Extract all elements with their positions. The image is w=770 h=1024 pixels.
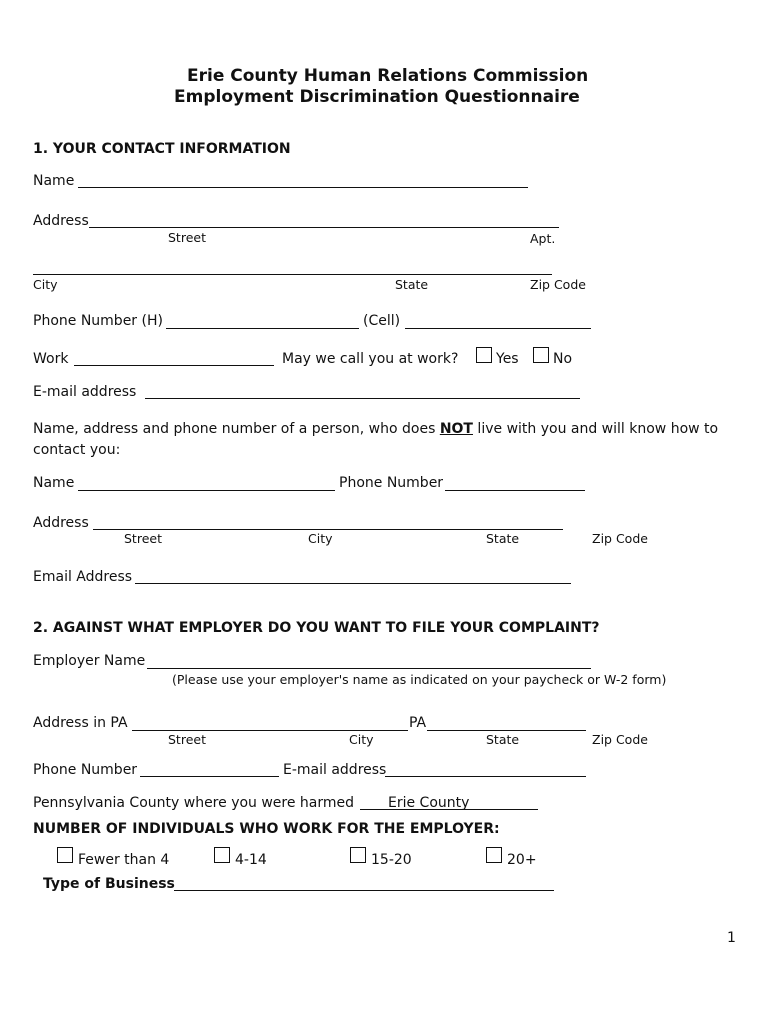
county-value: Erie County [388, 795, 470, 811]
zip-caption: Zip Code [530, 277, 586, 292]
contact-name-label: Name [33, 475, 75, 491]
fewer-than-4-label: Fewer than 4 [78, 852, 170, 868]
section-1-heading: 1. YOUR CONTACT INFORMATION [33, 141, 291, 157]
4-14-checkbox[interactable] [214, 847, 230, 863]
contact-name-field[interactable] [78, 490, 335, 491]
employer-address-field[interactable] [132, 730, 408, 731]
employer-note: (Please use your employer's name as indicated on your paycheck or W-2 form) [172, 672, 667, 687]
employer-street-caption: Street [168, 732, 206, 747]
email-field[interactable] [145, 398, 580, 399]
address-field[interactable] [89, 227, 559, 228]
state-caption: State [395, 277, 429, 292]
form-subtitle: Employment Discrimination Questionnaire [174, 87, 580, 107]
15-20-label: 15-20 [371, 852, 412, 868]
contact-phone-field[interactable] [445, 490, 585, 491]
city-caption: City [33, 277, 58, 292]
employer-state-caption: State [486, 732, 520, 747]
contact-zip-caption: Zip Code [592, 531, 648, 546]
contact-instructions-2: contact you: [33, 442, 121, 458]
city-state-zip-field[interactable] [33, 274, 552, 275]
call-at-work-question: May we call you at work? [282, 351, 459, 367]
employer-phone-label: Phone Number [33, 762, 138, 778]
call-no-checkbox[interactable] [533, 347, 549, 363]
apt-caption: Apt. [530, 231, 556, 246]
employer-name-label: Employer Name [33, 653, 146, 669]
employee-count-heading: NUMBER OF INDIVIDUALS WHO WORK FOR THE EMPLOYER: [33, 821, 500, 837]
contact-phone-label: Phone Number [339, 475, 444, 491]
county-label: Pennsylvania County where you were harmed [33, 795, 355, 811]
employer-address-label: Address in PA [33, 715, 128, 731]
employer-city-caption: City [349, 732, 374, 747]
employer-phone-field[interactable] [140, 776, 279, 777]
email-label: E-mail address [33, 384, 137, 400]
name-field[interactable] [78, 187, 528, 188]
20-plus-checkbox[interactable] [486, 847, 502, 863]
employer-email-field[interactable] [385, 776, 586, 777]
pa-label: PA [409, 715, 427, 731]
contact-email-label: Email Address [33, 569, 133, 585]
home-phone-field[interactable] [166, 328, 359, 329]
call-no-label: No [553, 351, 573, 367]
contact-city-caption: City [308, 531, 333, 546]
contact-street-caption: Street [124, 531, 162, 546]
contact-address-label: Address [33, 515, 89, 531]
page-number: 1 [727, 930, 736, 946]
address-label: Address [33, 213, 89, 229]
call-yes-label: Yes [496, 351, 519, 367]
work-phone-label: Work [33, 351, 69, 367]
employer-zip-caption: Zip Code [592, 732, 648, 747]
15-20-checkbox[interactable] [350, 847, 366, 863]
20-plus-label: 20+ [507, 852, 537, 868]
form-title: Erie County Human Relations Commission [187, 66, 589, 86]
employer-name-field[interactable] [147, 668, 591, 669]
street-caption: Street [168, 230, 206, 245]
section-2-heading: 2. AGAINST WHAT EMPLOYER DO YOU WANT TO FILE YOUR COMPLAINT? [33, 620, 600, 636]
employer-zip-field[interactable] [427, 730, 586, 731]
home-phone-label: Phone Number (H) [33, 313, 163, 329]
contact-instructions: Name, address and phone number of a person, who does NOT live with you and will know how to [33, 421, 719, 437]
fewer-than-4-checkbox[interactable] [57, 847, 73, 863]
business-type-field[interactable] [174, 890, 554, 891]
name-label: Name [33, 173, 75, 189]
contact-address-field[interactable] [93, 529, 563, 530]
call-yes-checkbox[interactable] [476, 347, 492, 363]
employer-email-label: E-mail address [283, 762, 387, 778]
4-14-label: 4-14 [235, 852, 267, 868]
contact-email-field[interactable] [135, 583, 571, 584]
business-type-label: Type of Business [43, 876, 175, 892]
cell-phone-field[interactable] [405, 328, 591, 329]
contact-state-caption: State [486, 531, 520, 546]
cell-label: (Cell) [363, 313, 401, 329]
work-phone-field[interactable] [74, 365, 274, 366]
